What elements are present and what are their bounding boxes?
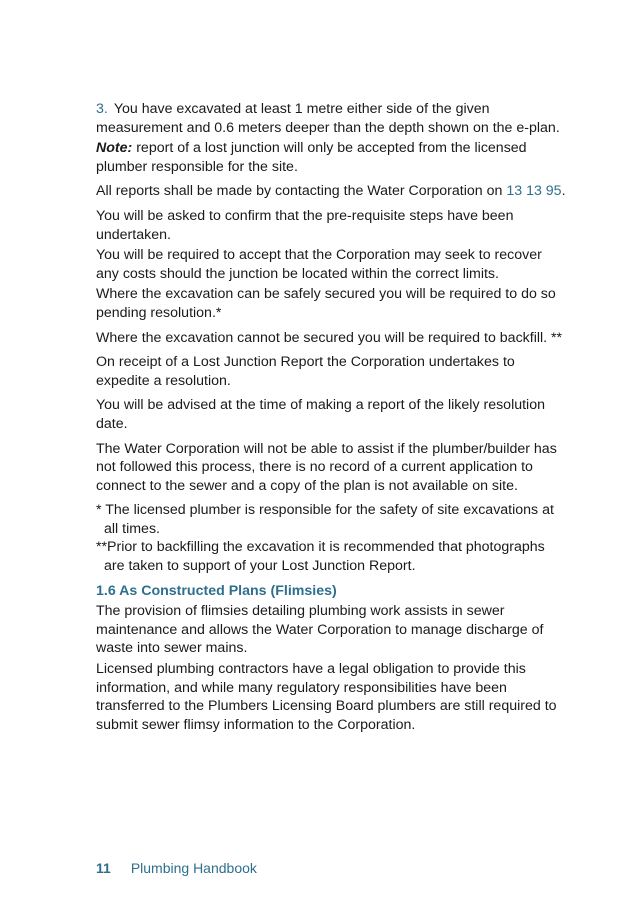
note [96,139,566,176]
step-number: 3. [96,101,108,117]
paragraph: Where the excavation cannot be secured you will be required to backfill. ** [96,329,563,346]
page-footer [96,860,257,876]
footnotes [96,501,566,575]
reports-text: All reports shall be made by contacting the Water Corporation on [96,183,507,200]
note-text: report of a lost junction will only be accepted from the licensed plumber responsible for the site. [96,140,527,175]
reports-paragraph [96,182,566,201]
phone-number: 13 13 95 [506,183,562,200]
footnote: * The licensed plumber is responsible for the safety of site excavations at all times. [96,502,554,537]
footnote: **Prior to backfilling the excavation it is recommended that photographs are taken to support of your Lost Junction Report. [96,539,545,575]
paragraph: You will be required to accept that the Corporation may seek to recover any costs should the junction be located within the correct limits. [96,247,542,282]
reports-end: . [561,183,566,200]
paragraph: The Water Corporation will not be able to assist if the plumber/builder has not followed this process, there is no record of a current application to connect to the sewer and a copy of the plan is not available on site. [96,440,557,494]
step-text: You have excavated at least 1 metre either side of the given measurement and 0.6 meters deeper than the depth shown on the e-plan. [96,101,560,136]
section-heading: 1.6 As Constructed Plans (Flimsies) [96,582,337,599]
section-paragraph: Licensed plumbing contractors have a legal obligation to provide this information, and while many regulatory responsibilities have been transferred to the Plumbers Licensing Board plumbers are still required to submit sewer flimsy information to the Corporation. [96,661,557,733]
paragraph: On receipt of a Lost Junction Report the Corporation undertakes to expedite a resolution. [96,354,515,389]
note-label: Note: [96,140,133,157]
paragraph: Where the excavation can be safely secured you will be required to do so pending resolution.* [96,286,556,321]
section-paragraph: The provision of flimsies detailing plumbing work assists in sewer maintenance and allows the Water Corporation to manage discharge of waste into sewer mains. [96,603,544,657]
footer-title: Plumbing Handbook [130,860,257,876]
paragraph: You will be asked to confirm that the pre-requisite steps have been undertaken. [96,207,514,243]
paragraph: You will be advised at the time of making a report of the likely resolution date. [96,397,545,432]
page-number: 11 [96,860,111,876]
step-3 [96,100,566,137]
page-body [96,100,566,740]
